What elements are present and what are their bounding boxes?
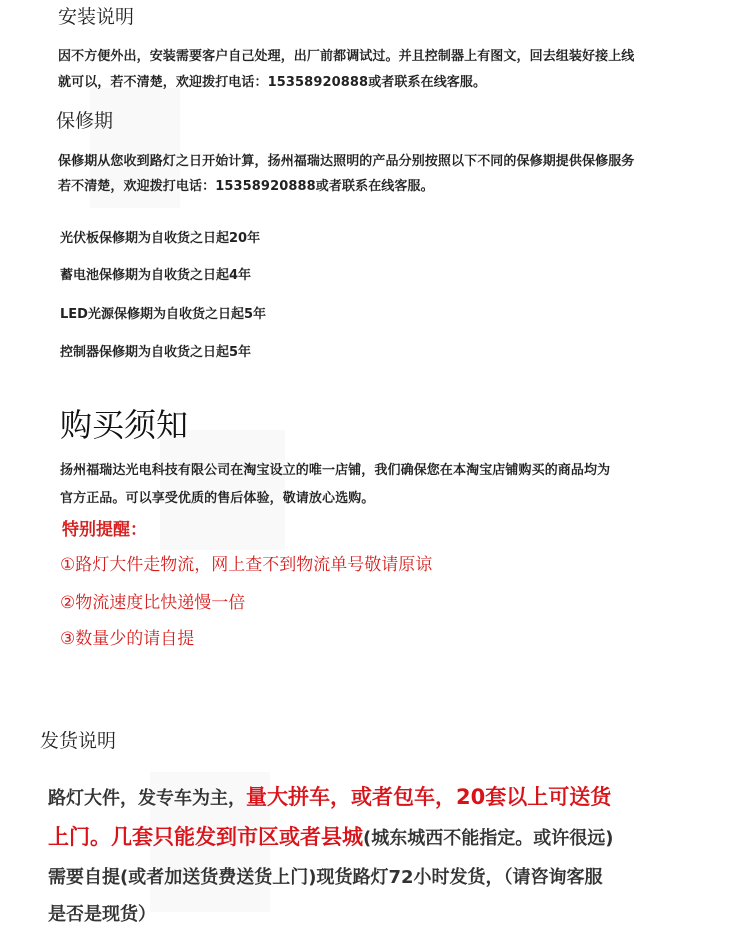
warranty-text-line-2: 若不清楚，欢迎拨打电话：15358920888或者联系在线客服。 — [58, 179, 434, 194]
install-text-line-2: 就可以，若不清楚，欢迎拨打电话：15358920888或者联系在线客服。 — [58, 75, 487, 90]
warranty-item-solar-panel: 光伏板保修期为自收货之日起20年 — [60, 231, 261, 246]
install-text-line-1: 因不方便外出，安装需要客户自己处理，出厂前都调试过。并且控制器上有图文，回去组装好接上线 — [58, 49, 635, 64]
warranty-item-controller: 控制器保修期为自收货之日起5年 — [60, 345, 252, 360]
shipping-line-1-normal: 路灯大件，发专车为主， — [48, 788, 246, 809]
purchase-text-line-1: 扬州福瑞达光电科技有限公司在淘宝设立的唯一店铺，我们确保您在本淘宝店铺购买的商品均为 — [60, 463, 611, 478]
warranty-item-led: LED光源保修期为自收货之日起5年 — [60, 307, 267, 322]
shipping-line-1-highlight: 量大拼车，或者包车，20套以上可送货 — [246, 785, 612, 809]
shipping-line-4: 是否是现货） — [48, 904, 156, 925]
shipping-line-2 — [48, 821, 613, 851]
warranty-text-line-1: 保修期从您收到路灯之日开始计算，扬州福瑞达照明的产品分别按照以下不同的保修期提供保修服务 — [58, 154, 635, 169]
notice-item-1: ①路灯大件走物流，网上查不到物流单号敬请原谅 — [60, 555, 433, 575]
shipping-line-2-normal: (城东城西不能指定。或许很远) — [363, 828, 614, 849]
notice-item-2: ②物流速度比快递慢一倍 — [60, 593, 246, 613]
shipping-title: 发货说明 — [40, 730, 117, 752]
shipping-line-3: 需要自提(或者加送货费送货上门)现货路灯72小时发货，（请咨询客服 — [48, 867, 603, 888]
special-notice-title: 特别提醒： — [62, 520, 147, 540]
warranty-item-battery: 蓄电池保修期为自收货之日起4年 — [60, 268, 252, 283]
warranty-title: 保修期 — [56, 110, 114, 132]
shipping-line-2-highlight: 上门。几套只能发到市区或者县城 — [48, 825, 363, 849]
shipping-line-1 — [48, 781, 611, 811]
purchase-text-line-2: 官方正品。可以享受优质的售后体验，敬请放心选购。 — [60, 491, 375, 506]
install-title: 安装说明 — [58, 6, 135, 28]
notice-item-3: ③数量少的请自提 — [60, 629, 195, 649]
purchase-title: 购买须知 — [60, 406, 189, 444]
